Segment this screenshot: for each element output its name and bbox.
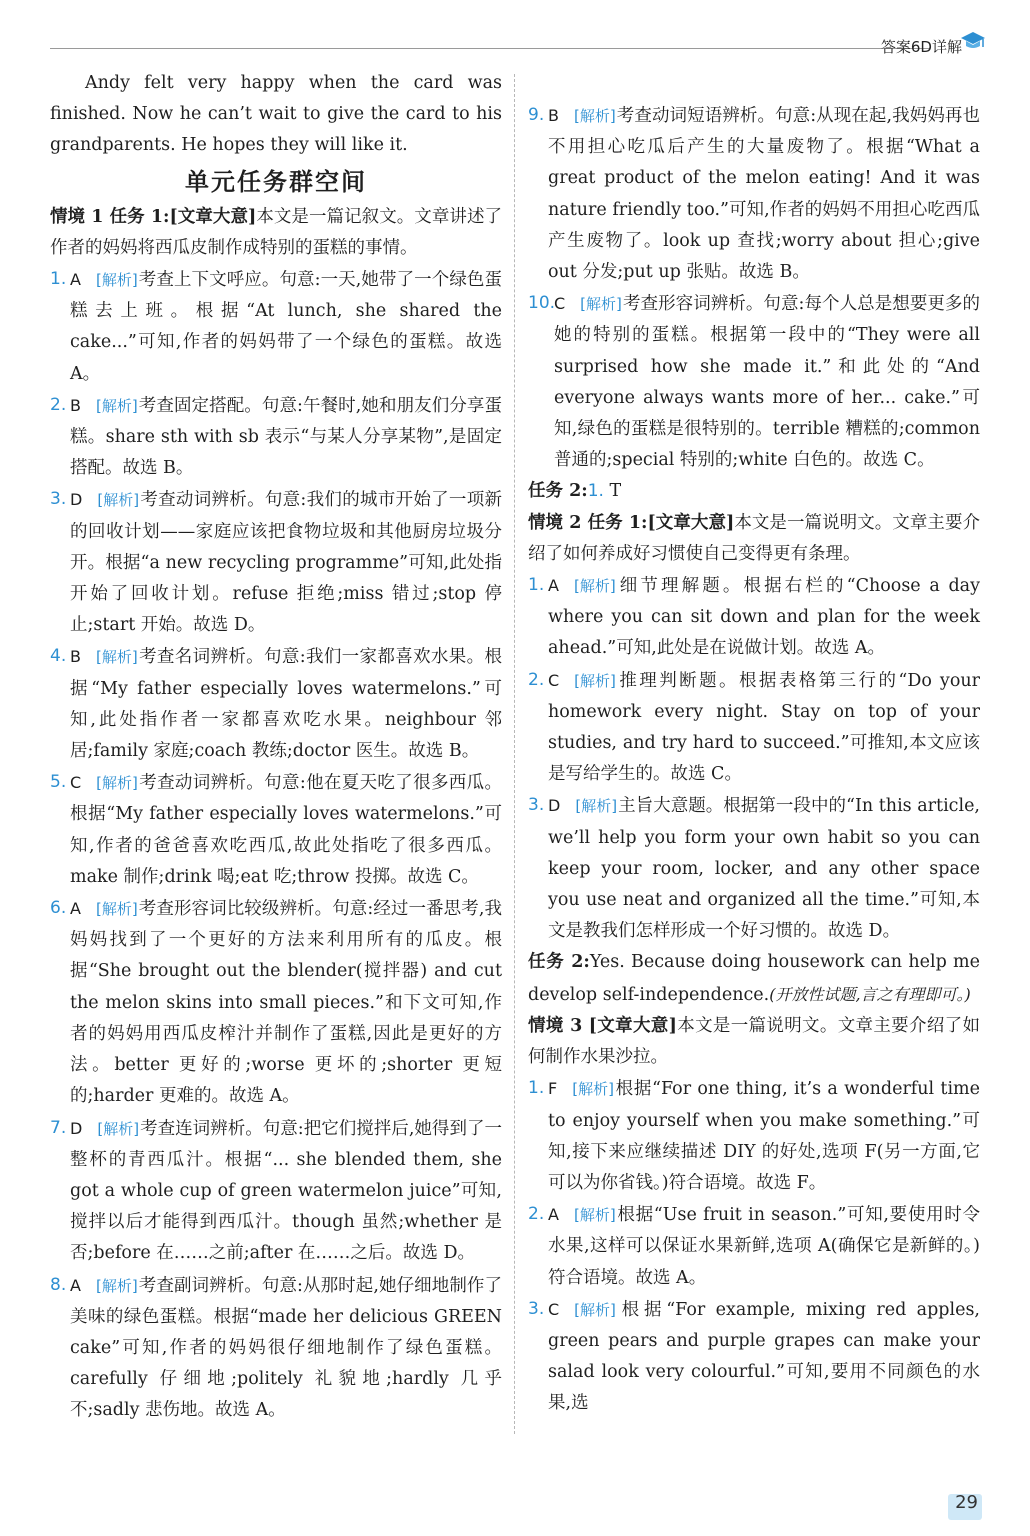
analysis-tag: [解析]	[580, 295, 622, 314]
analysis-tag: [解析]	[95, 1276, 138, 1295]
item-answer: A	[70, 899, 81, 919]
analysis-tag: [解析]	[574, 671, 616, 690]
answer-item	[50, 1270, 502, 1427]
left-column	[50, 68, 502, 1427]
answer-item	[50, 484, 502, 641]
item-number: 7.	[50, 1117, 67, 1138]
item-number: 6.	[50, 898, 67, 919]
answer-item	[50, 893, 502, 1112]
analysis-tag: [解析]	[573, 107, 616, 125]
answer-item	[50, 641, 502, 767]
answer-item	[528, 1073, 980, 1199]
answer-item	[528, 100, 980, 288]
answer-item	[50, 1113, 502, 1270]
item-text: 考查连词辨析。句意:把它们搅拌后,她得到了一整杯的青西瓜汁。根据“... she blended them, she got a whole cup of green watermelon juice”可知,搅拌以后才能得到西瓜汁。though 虽然;whether 是否;before 在……之前;after 在……之后。故选 D。	[70, 1118, 502, 1264]
item-number: 1.	[587, 481, 604, 502]
answer-item	[528, 288, 980, 476]
analysis-tag: [解析]	[573, 1206, 616, 1225]
item-answer: T	[609, 481, 622, 502]
item-answer: C	[548, 670, 560, 690]
item-answer: F	[548, 1079, 558, 1099]
item-text: 根据“Use fruit in season.”可知,要使用时令水果,这样可以保证水果新鲜,选项 A(确保它是新鲜的。)符合语境。故选 A。	[548, 1205, 980, 1288]
scenario-3-summary: 情境 3 [文章大意]本文是一篇说明文。文章主要介绍了如何制作水果沙拉。	[528, 1015, 981, 1068]
item-number: 3.	[50, 489, 67, 510]
item-8-continuation	[548, 68, 980, 99]
item-answer: A	[548, 1205, 559, 1225]
item-text: 考查动词辨析。句意:他在夏天吃了很多西瓜。根据“My father especially loves watermelons.”可知,作者的爸爸喜欢吃西瓜,故此处指吃了很多西瓜。make 制作;drink 喝;eat 吃;throw 投掷。故选 C。	[70, 773, 502, 887]
header-label: 答案6D详解	[880, 38, 962, 56]
item-number: 5.	[50, 772, 67, 793]
analysis-tag: [解析]	[95, 396, 138, 415]
scenario-2-task-2: 任务 2:Yes. Because doing housework can help me develop self-independence.(开放性试题,言之有理即可。)	[528, 952, 980, 1005]
item-answer: D	[70, 490, 83, 510]
item-text: 考查上下文呼应。句意:一天,她带了一个绿色蛋糕去上班。根据“At lunch, she shared the cake...”可知,作者的妈妈带了一个绿色的蛋糕。故选 A。	[70, 270, 502, 384]
item-number: 9.	[528, 105, 545, 125]
item-text: 考查名词辨析。句意:我们一家都喜欢水果。根据“My father especially loves watermelons.”可知,此处指作者一家都喜欢吃水果。neighbour 邻居;family 家庭;coach 教练;doctor 医生。故选 B。	[70, 647, 502, 762]
item-number: 1.	[528, 575, 545, 596]
item-answer: C	[70, 773, 82, 793]
answer-item	[50, 264, 502, 390]
analysis-tag: [解析]	[574, 1300, 616, 1319]
item-answer: D	[70, 1118, 83, 1138]
item-text: 考查形容词辨析。句意:每个人总是想要更多的她的特别的蛋糕。根据第一段中的“They were all surprised how she made it.”和此处的“And everyone always wants more of her... cake.”可知,绿色的蛋糕是很特别的。terrible 糟糕的;common 普通的;special 特别的;white 白色的。故选 C。	[554, 294, 980, 471]
answer-item	[528, 1294, 980, 1420]
scenario-1-summary	[50, 202, 502, 264]
item-answer: A	[548, 576, 559, 596]
item-answer: C	[548, 1299, 560, 1319]
item-number: 8.	[50, 1274, 67, 1295]
item-text: 考查副词辨析。句意:从那时起,她仔细地制作了美味的绿色蛋糕。根据“made her delicious GREEN cake”可知,作者的妈妈很仔细地制作了绿色蛋糕。carefully 仔细地;politely 礼貌地;hardly 几乎不;sadly 悲伤地。故选 A。	[70, 1275, 502, 1421]
item-text: 考查固定搭配。句意:午餐时,她和朋友们分享蛋糕。share sth with sb 表示“与某人分享某物”,是固定搭配。故选 B。	[70, 395, 502, 479]
analysis-tag: [解析]	[573, 577, 616, 596]
item-text: 考查形容词比较级辨析。句意:经过一番思考,我妈妈找到了一个更好的方法来利用所有的瓜皮。根据“She brought out the blender(搅拌器) and cut the melon skins into small pieces.”和下文可知,作者的妈妈用西瓜皮榨汁并制作了蛋糕,因此是更好的方法。better 更好的;worse 更坏的;shorter 更短的;harder 更难的。故选 A。	[70, 899, 502, 1107]
item-number: 1.	[50, 269, 67, 290]
item-answer: B	[70, 395, 81, 415]
item-answer: B	[548, 106, 559, 125]
item-number: 2.	[528, 1204, 545, 1225]
analysis-tag: [解析]	[96, 774, 138, 793]
item-answer: B	[70, 647, 81, 667]
item-answer: A	[70, 270, 81, 290]
scenario-1-bracket: [文章大意]	[169, 206, 257, 227]
answer-item	[50, 767, 502, 893]
item-number: 2.	[528, 669, 545, 690]
item-number: 1.	[528, 1078, 545, 1099]
item-text: 根据“For example, mixing red apples, green pears and purple grapes can make your salad look very colourful.”可知,要用不同颜色的水果,选	[548, 1299, 980, 1414]
section-title: 单元任务群空间	[185, 167, 367, 196]
answer-item	[528, 1199, 980, 1294]
graduation-cap-icon	[960, 30, 986, 52]
analysis-tag: [解析]	[95, 900, 138, 919]
item-answer: A	[70, 1275, 81, 1295]
analysis-tag: [解析]	[95, 648, 138, 667]
item-text: 考查动词辨析。句意:我们的城市开始了一项新的回收计划——家庭应该把食物垃圾和其他厨房垃圾分开。根据“a new recycling programme”可知,此处指开始了回收计划。refuse 拒绝;miss 错过;stop 停止;start 开始。故选 D。	[70, 490, 502, 636]
header-rule	[50, 48, 930, 49]
scenario-1-text: 本文是一篇记叙文。文章讲述了作者的妈妈将西瓜皮制作成特别的蛋糕的事情。	[50, 206, 503, 258]
scenario-1-prefix: 情境 1 任务 1:	[50, 206, 170, 227]
analysis-tag: [解析]	[572, 1080, 614, 1099]
answer-item	[528, 665, 980, 791]
analysis-tag: [解析]	[97, 491, 140, 510]
right-column-continuation	[528, 68, 980, 99]
scenario-1-task-2: 任务 2:1. T	[528, 481, 622, 502]
item-number: 3.	[528, 795, 545, 816]
page-number: 29	[955, 1492, 978, 1513]
column-divider	[514, 74, 515, 1434]
item-answer: C	[554, 294, 566, 314]
right-column	[528, 100, 980, 1420]
item-answer: D	[548, 796, 561, 816]
item-number: 10.	[528, 293, 556, 314]
item-number: 2.	[50, 394, 67, 415]
analysis-tag: [解析]	[95, 271, 138, 290]
item-text: 考查动词短语辨析。句意:从现在起,我妈妈再也不用担心吃瓜后产生的大量废物了。根据“What a great product of the melon eating! And it was nature friendly too.”可知,作者的妈妈不用担心吃西瓜产生废物了。look up 查找;worry about 担心;give out 分发;put up 张贴。故选 B。	[548, 106, 980, 283]
analysis-tag: [解析]	[97, 1119, 140, 1138]
analysis-tag: [解析]	[575, 797, 618, 816]
answer-item	[528, 790, 980, 947]
item-text: 主旨大意题。根据第一段中的“In this article, we’ll help you form your own habit so you can keep your room, locker, and any other space you use neat and organized all the time.”可知,本文是教我们怎样形成一个好习惯的。故选 D。	[548, 796, 980, 942]
item-number: 4.	[50, 646, 67, 667]
answer-item	[50, 390, 502, 485]
intro-paragraph: Andy felt very happy when the card was finished. Now he can’t wait to give the card to his grandparents. He hopes they will like it.	[50, 73, 502, 156]
item-text: 细节理解题。根据右栏的“Choose a day where you can sit down and plan for the week ahead.”可知,此处是在说做计划。故选 A。	[548, 576, 980, 659]
item-text: 根据“For one thing, it’s a wonderful time to enjoy yourself when you make something.”可知,接下来应继续描述 DIY 的好处,选项 F(另一方面,它可以为你省钱。)符合语境。故选 F。	[548, 1079, 980, 1193]
item-number: 3.	[528, 1298, 545, 1319]
answer-item	[528, 570, 980, 665]
item-text: 推理判断题。根据表格第三行的“Do your homework every night. Stay on top of your studies, and try hard to succeed.”可推知,本文应该是写给学生的。故选 C。	[548, 670, 980, 785]
scenario-2-summary: 情境 2 任务 1:[文章大意]本文是一篇说明文。文章主要介绍了如何养成好习惯使自己变得更有条理。	[528, 512, 981, 564]
